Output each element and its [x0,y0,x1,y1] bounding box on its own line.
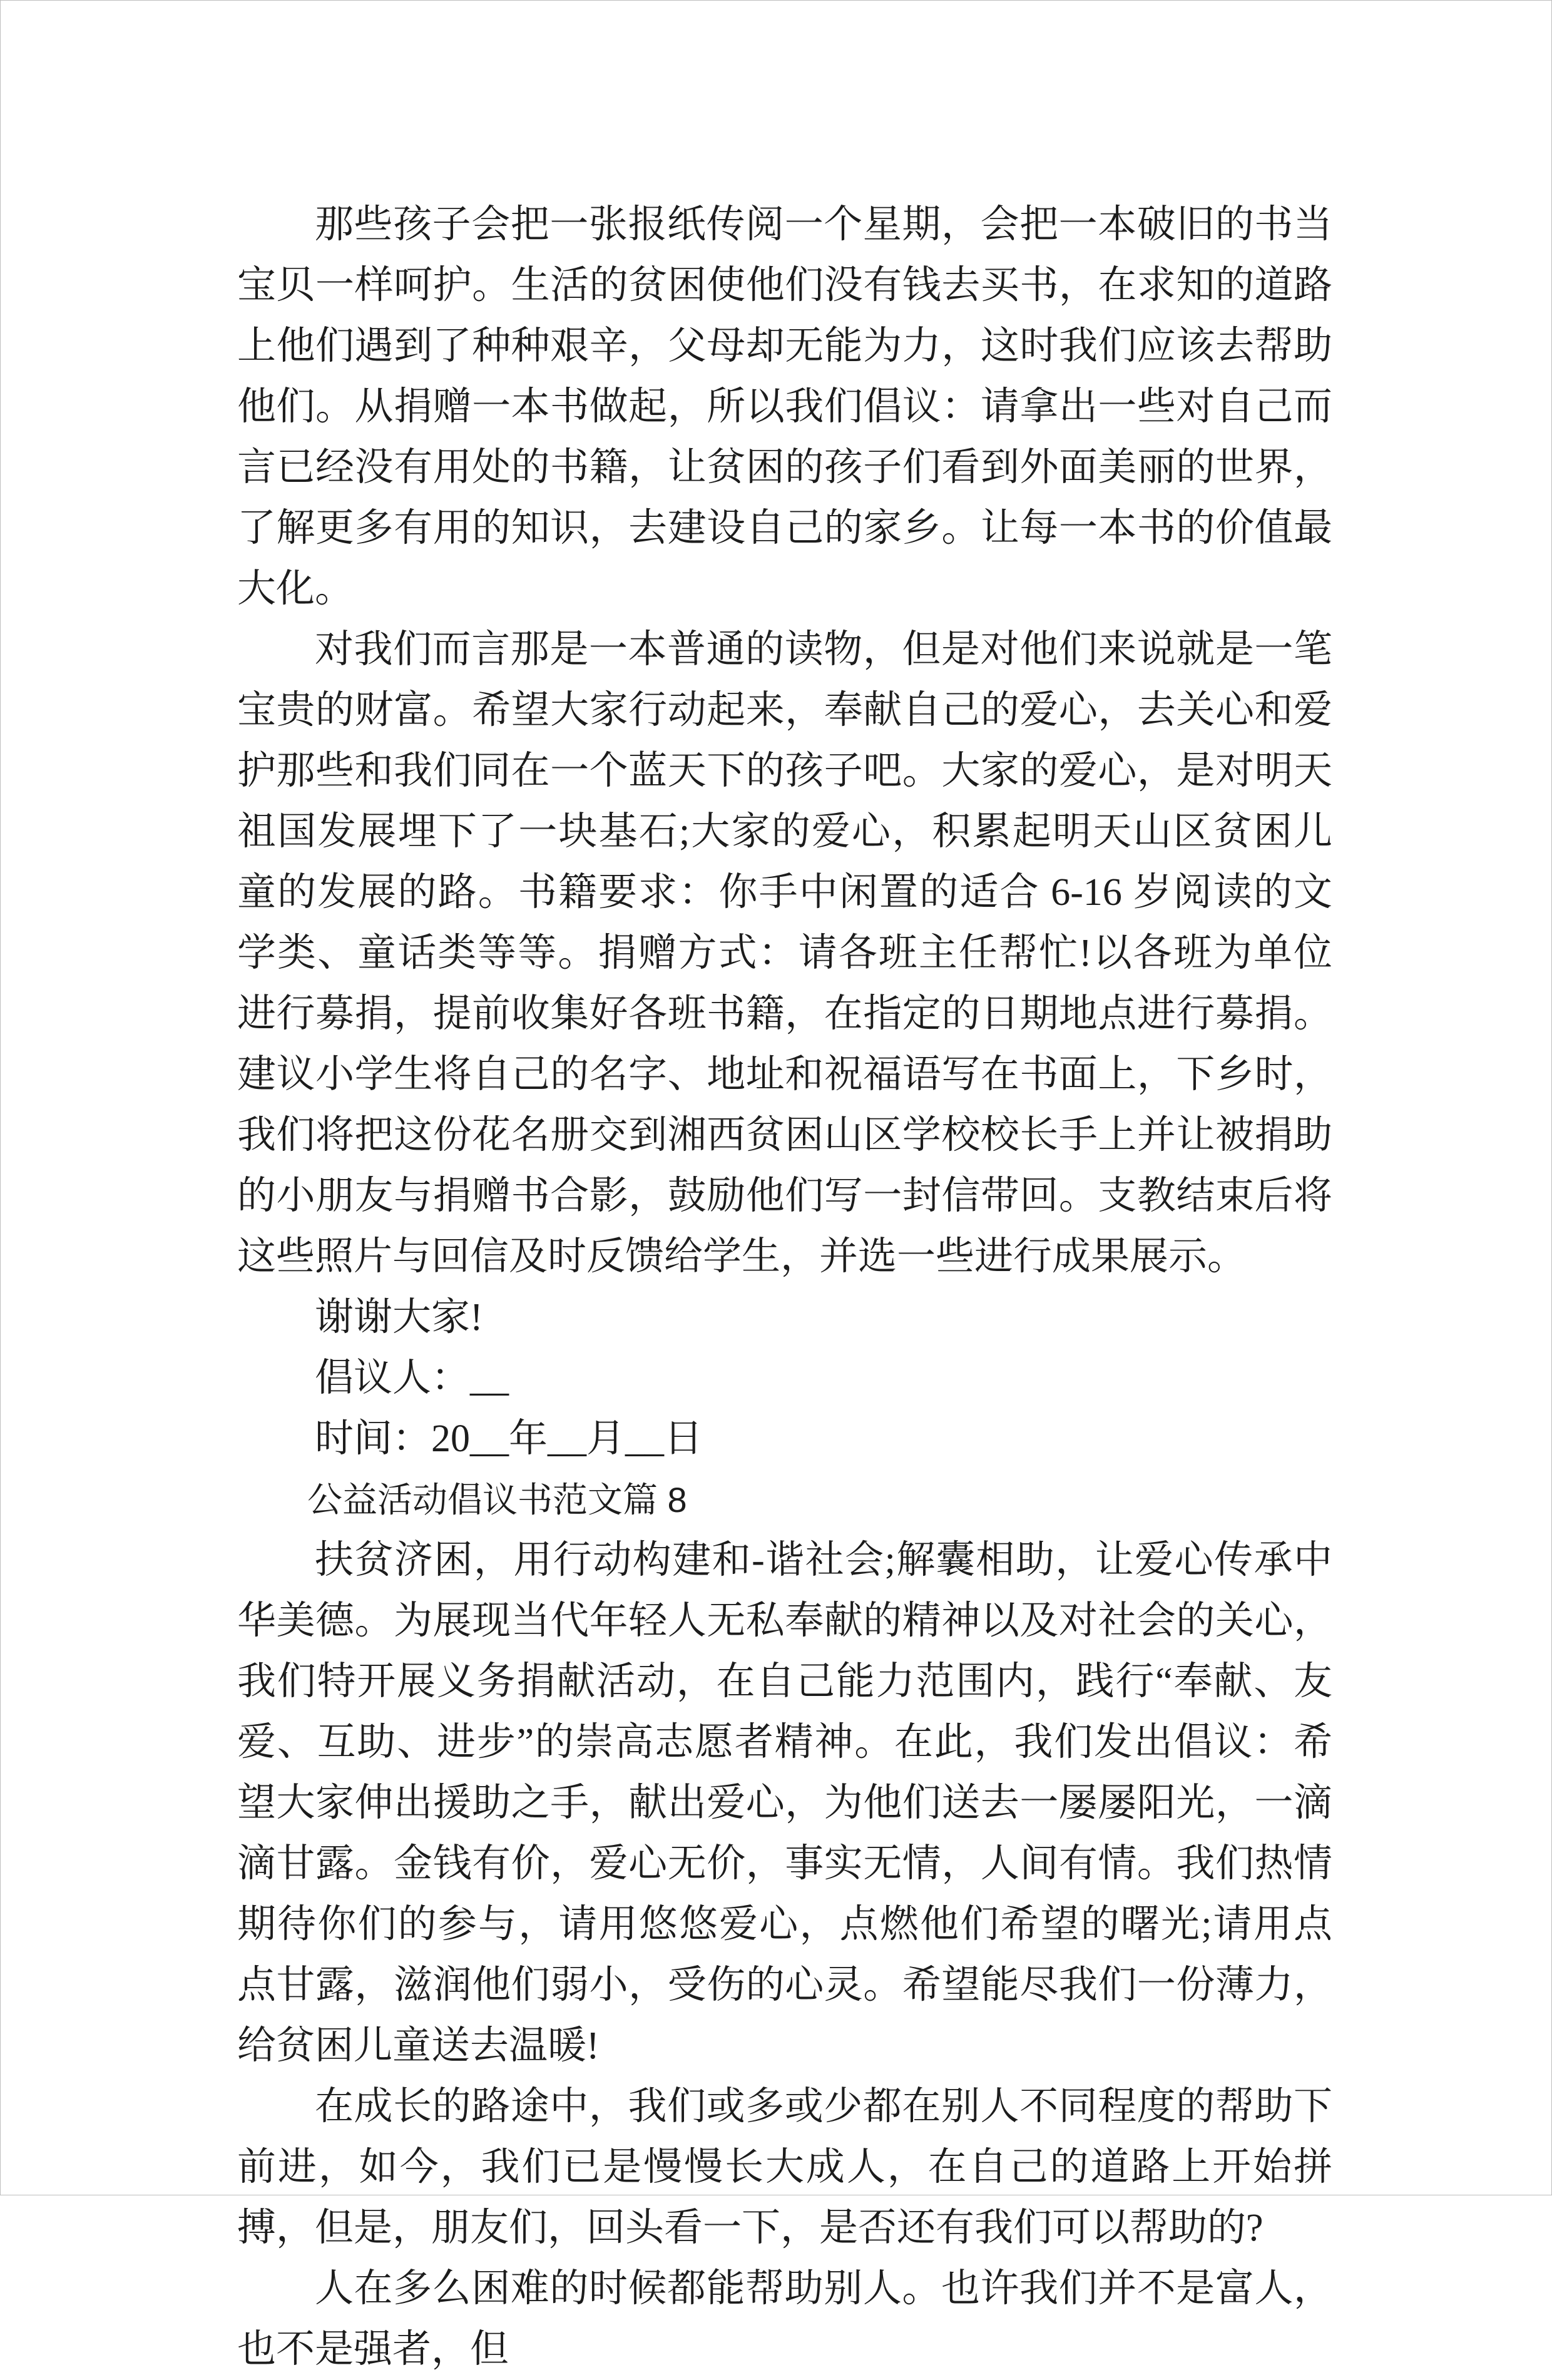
paragraph-helping-others: 人在多么困难的时候都能帮助别人。也许我们并不是富人，也不是强者，但 [237,2267,1332,2371]
paragraph-date-line: 时间：20__年__月__日 [315,1417,703,1460]
paragraph-proposer-line: 倡议人：__ [315,1357,509,1399]
document-body [237,195,1332,2380]
paragraph-donation-details: 对我们而言那是一本普通的读物，但是对他们来说就是一笔宝贵的财富。希望大家行动起来，奉献自己的爱心，去关心和爱护那些和我们同在一个蓝天下的孩子吧。大家的爱心，是对明天祖国发展埋下了一块基石;大家的爱心，积累起明天山区贫困儿童的发展的路。书籍要求：你手中闲置的适合 6-16 岁阅读的文学类、童话类等等。捐赠方式：请各班主任帮忙!以各班为单位进行募捐，提前收集好各班书籍，在指定的日期地点进行募捐。建议小学生将自己的名字、地址和祝福语写在书面上，下乡时，我们将把这份花名册交到湘西贫困山区学校校长手上并让被捐助的小朋友与捐赠书合影，鼓励他们写一封信带回。支教结束后将这些照片与回信及时反馈给学生，并选一些进行成果展示。 [237,628,1332,1278]
paragraph-growth-reflection: 在成长的路途中，我们或多或少都在别人不同程度的帮助下前进，如今，我们已是慢慢长大成人，在自己的道路上开始拼搏，但是，朋友们，回头看一下，是否还有我们可以帮助的? [237,2085,1332,2249]
paragraph-poverty-relief-proposal: 扶贫济困，用行动构建和-谐社会;解囊相助，让爱心传承中华美德。为展现当代年轻人无私奉献的精神以及对社会的关心，我们特开展义务捐献活动，在自己能力范围内，践行“奉献、友爱、互助、进步”的崇高志愿者精神。在此，我们发出倡议：希望大家伸出援助之手，献出爱心，为他们送去一屡屡阳光，一滴滴甘露。金钱有价，爱心无价，事实无情，人间有情。我们热情期待你们的参与，请用悠悠爱心，点燃他们希望的曙光;请用点点甘露，滋润他们弱小，受伤的心灵。希望能尽我们一份薄力，给贫困儿童送去温暖! [237,1539,1332,2067]
paragraph-thanks: 谢谢大家! [315,1296,483,1339]
section-heading-essay-8: 公益活动倡议书范文篇 8 [307,1480,687,1519]
paragraph-children-cherish-books: 那些孩子会把一张报纸传阅一个星期，会把一本破旧的书当宝贝一样呵护。生活的贫困使他们没有钱去买书，在求知的道路上他们遇到了种种艰辛，父母却无能为力，这时我们应该去帮助他们。从捐赠一本书做起，所以我们倡议：请拿出一些对自己而言已经没有用处的书籍，让贫困的孩子们看到外面美丽的世界，了解更多有用的知识，去建设自己的家乡。让每一本书的价值最大化。 [237,203,1332,610]
